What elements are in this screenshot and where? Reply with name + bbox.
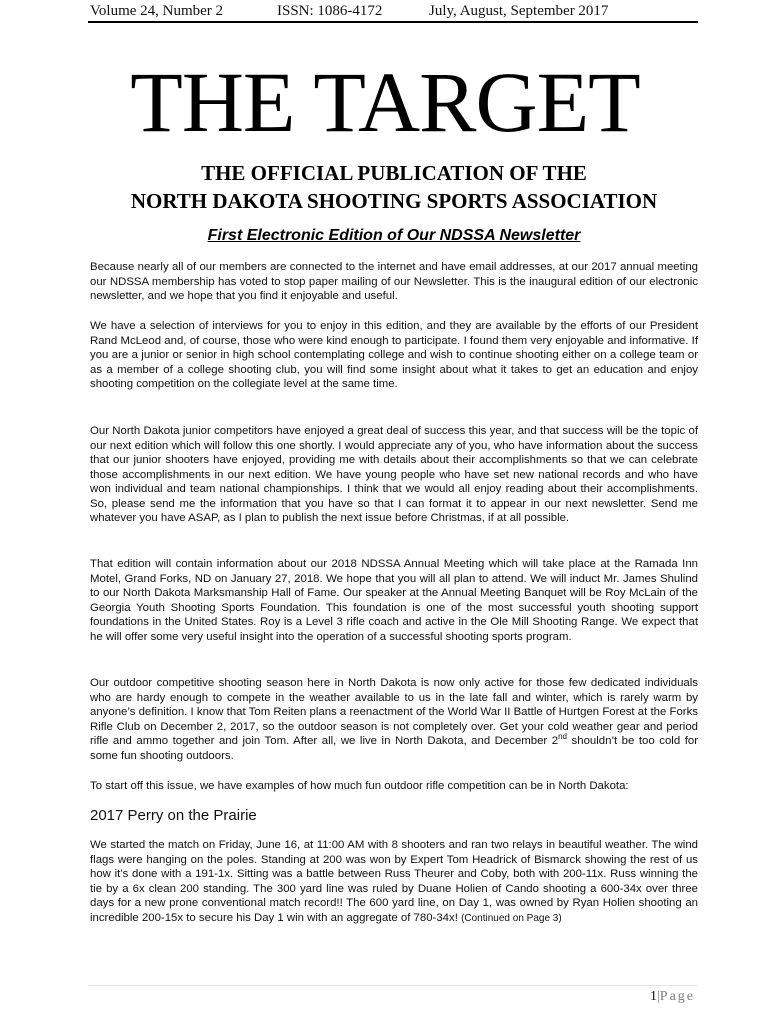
paragraph-annual-meeting: That edition will contain information about our 2018 NDSSA Annual Meeting which will take place at the Ramada Inn Motel, Grand Forks, ND on January 27, 2018. We hope that you will all plan to attend. We will induct Mr. James Shulind to our North Dakota Marksmanship Hall of Fame. Our speaker at the Annual Meeting Banquet will be Roy McLain of the Georgia Youth Shooting Sports Foundation. This foundation is one of the most successful youth shooting support foundations in the United States. Roy is a Level 3 rifle coach and active in the Ole Mill Shooting Range. We expect that he will offer some very useful insight into the operation of a successful shooting sports program. <box>90 558 698 643</box>
footer-divider <box>88 985 698 986</box>
masthead <box>88 0 698 23</box>
paragraph-junior-success: Our North Dakota junior competitors have enjoyed a great deal of success this year, and that success will be the topic of our next edition which will follow this one shortly. I would appreciate any of you, who have information about the success that our junior shooters have enjoyed, providing me with details about their accomplishments so that we can celebrate those accomplishments in our next edition. We have young people who have set new national records and who have won individual and team national championships. I think that we would all enjoy reading about their accomplishments. So, please send me the information that you have so that I can format it to appear in our next newsletter. Send me whatever you have ASAP, as I plan to publish the next issue before Christmas, if at all possible. <box>90 425 698 524</box>
newsletter-title: THE TARGET <box>130 54 640 150</box>
page-label: Page <box>659 989 695 1004</box>
page-separator: | <box>656 989 660 1004</box>
subtitle-line-1: THE OFFICIAL PUBLICATION OF THE <box>201 161 587 185</box>
paragraph-interviews: We have a selection of interviews for you to enjoy in this edition, and they are available by the efforts of our President Rand McLeod and, of course, those who were kind enough to participate. I found them very enjoyable and informative. If you are a junior or senior in high school contemplating college and wish to continue shooting either on a college team or as a member of a college shooting club, you will find some insight about what it takes to get an education and enjoy shooting competition on the collegiate level at the same time. <box>90 320 698 390</box>
ordinal-suffix: nd <box>558 732 568 742</box>
outdoor-season-text: Our outdoor competitive shooting season here in North Dakota is now only active for those few dedicated individuals who are hardy enough to compete in the weather available to us in the late fall and winter, which is rarely warm by anyone’s definition. I know that Tom Reiten plans a reenactment of the World War II Battle of Hurtgen Forest at the Forks Rifle Club on December 2, 2017, so the outdoor season is not completely over. Get your cold weather gear and period rifle and ammo together and join Tom. After all, we live in North Dakota, and December 2 <box>90 677 698 747</box>
continued-note: (Continued on Page 3) <box>461 912 562 924</box>
section-heading-perry-on-the-prairie: 2017 Perry on the Prairie <box>90 807 257 824</box>
volume-number: Volume 24, Number 2 <box>90 3 224 19</box>
issn: ISSN: 1086-4172 <box>277 3 383 19</box>
paragraph-intro-examples: To start off this issue, we have examples of how much fun outdoor rifle competition can be in North Dakota: <box>90 780 629 792</box>
match-report-text: We started the match on Friday, June 16, at 11:00 AM with 8 shooters and ran two relays in beautiful weather. The wind flags were hanging on the poles. Standing at 200 was won by Expert Tom Headrick of Bismarck showing the rest of us how it’s done with a 191-1x. Sitting was a battle between Russ Theurer and Coby, both with 200-11x. Russ winning the tie by a 6x clean 200 standing. The 300 yard line was ruled by Duane Holien of Cando shooting a 600-34x over three days for a new prone conventional match record!! The 600 yard line, on Day 1, was owned by Ryan Holien shooting an incredible 200-15x to secure his Day 1 win with an aggregate of 780-34x! <box>90 839 698 924</box>
issue-date: July, August, September 2017 <box>429 3 609 19</box>
paragraph-match-report <box>90 838 698 926</box>
page-footer <box>650 987 695 1007</box>
outdoor-season-text-end: shouldn’t be too cold for some fun shooting outdoors. <box>90 735 698 762</box>
subtitle-line-2: NORTH DAKOTA SHOOTING SPORTS ASSOCIATION <box>130 189 658 213</box>
paragraph-outdoor-season <box>90 676 698 763</box>
page-number: 1 <box>649 989 657 1004</box>
paragraph-email-newsletter: Because nearly all of our members are connected to the internet and have email addresses, at our 2017 annual meeting our NDSSA membership has voted to stop paper mailing of our Newsletter. This is the inaugural edition of our electronic newsletter, and we hope that you find it enjoyable and useful. <box>90 261 698 302</box>
edition-heading: First Electronic Edition of Our NDSSA Newsletter <box>207 227 581 244</box>
